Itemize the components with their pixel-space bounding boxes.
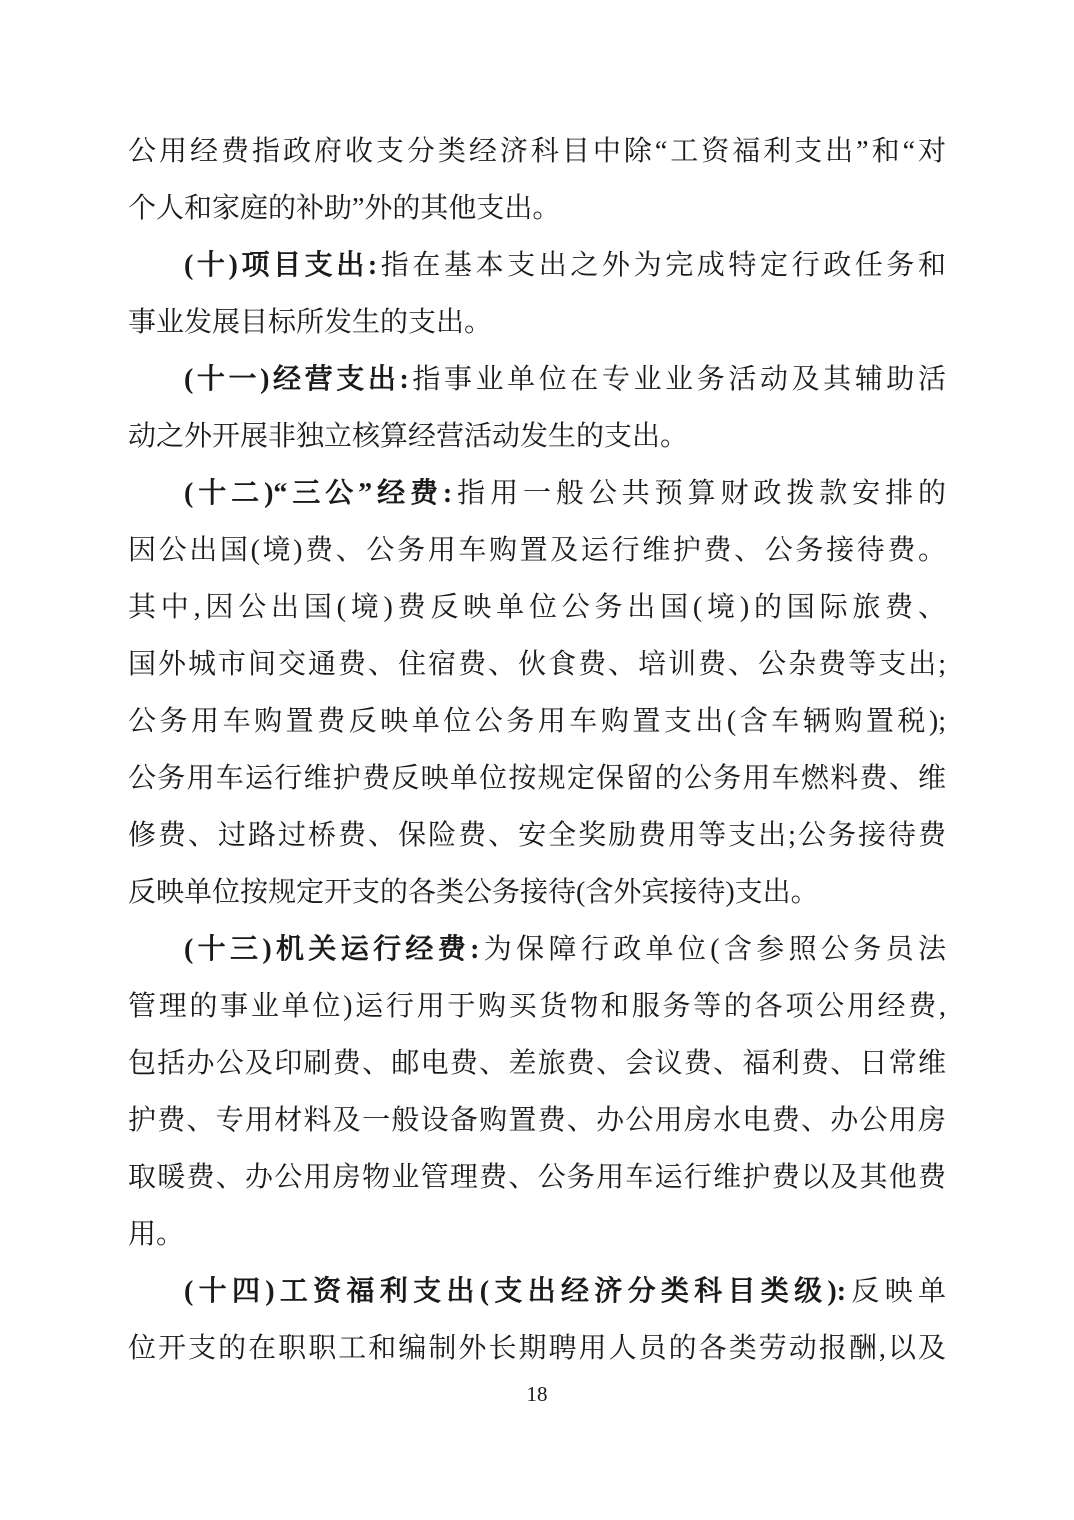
line-text: 指事业单位在专业业务活动及其辅助活 [408, 364, 946, 395]
line-text: 事业发展目标所发生的支出。 [128, 307, 493, 338]
line-text: 指用一般公共预算财政拨款安排的 [452, 478, 946, 509]
line-text: 用。 [128, 1219, 185, 1250]
line-text: 护费、专用材料及一般设备购置费、办公用房水电费、办公用房 [128, 1105, 946, 1136]
term-heading: (十)项目支出: [184, 250, 378, 281]
line-text: 反映单位按规定开支的各类公务接待(含外宾接待)支出。 [128, 877, 819, 908]
text-line [128, 1092, 946, 1149]
text-line [128, 237, 946, 294]
text-line [128, 465, 946, 522]
line-text: 动之外开展非独立核算经营活动发生的支出。 [128, 421, 689, 452]
line-text: 包括办公及印刷费、邮电费、差旅费、会议费、福利费、日常维 [128, 1048, 946, 1079]
term-heading: (十四)工资福利支出(支出经济分类科目类级): [184, 1276, 847, 1307]
text-line [128, 351, 946, 408]
text-line [128, 750, 946, 807]
text-line [128, 408, 946, 465]
line-text: 取暖费、办公用房物业管理费、公务用车运行维护费以及其他费 [128, 1162, 946, 1193]
text-line [128, 864, 946, 921]
line-text: 公务用车购置费反映单位公务用车购置支出(含车辆购置税); [128, 706, 946, 737]
text-line [128, 978, 946, 1035]
text-line [128, 294, 946, 351]
line-text: 其中,因公出国(境)费反映单位公务出国(境)的国际旅费、 [128, 592, 946, 623]
term-heading: (十一)经营支出: [184, 364, 409, 395]
term-heading: (十三)机关运行经费: [184, 934, 480, 965]
text-line [128, 1320, 946, 1377]
text-line [128, 807, 946, 864]
text-line [128, 1149, 946, 1206]
line-text: 为保障行政单位(含参照公务员法 [479, 934, 946, 965]
line-text: 个人和家庭的补助”外的其他支出。 [128, 193, 561, 224]
text-line [128, 1035, 946, 1092]
line-text: 因公出国(境)费、公务用车购置及运行维护费、公务接待费。 [128, 535, 946, 566]
text-line [128, 123, 946, 180]
document-body [128, 123, 946, 1377]
text-line [128, 180, 946, 237]
text-line [128, 636, 946, 693]
line-text: 公用经费指政府收支分类经济科目中除“工资福利支出”和“对 [128, 136, 946, 167]
text-line [128, 1206, 946, 1263]
line-text: 修费、过路过桥费、保险费、安全奖励费用等支出;公务接待费 [128, 820, 946, 851]
text-line [128, 1263, 946, 1320]
line-text: 国外城市间交通费、住宿费、伙食费、培训费、公杂费等支出; [128, 649, 946, 680]
text-line [128, 693, 946, 750]
text-line [128, 921, 946, 978]
text-line [128, 579, 946, 636]
line-text: 位开支的在职职工和编制外长期聘用人员的各类劳动报酬,以及 [128, 1333, 946, 1364]
line-text: 公务用车运行维护费反映单位按规定保留的公务用车燃料费、维 [128, 763, 946, 794]
line-text: 反映单 [846, 1276, 946, 1307]
line-text: 指在基本支出之外为完成特定行政任务和 [377, 250, 946, 281]
line-text: 管理的事业单位)运行用于购买货物和服务等的各项公用经费, [128, 991, 946, 1022]
term-heading: (十二)“三公”经费: [184, 478, 453, 509]
page-number: 18 [526, 1382, 548, 1406]
text-line [128, 522, 946, 579]
